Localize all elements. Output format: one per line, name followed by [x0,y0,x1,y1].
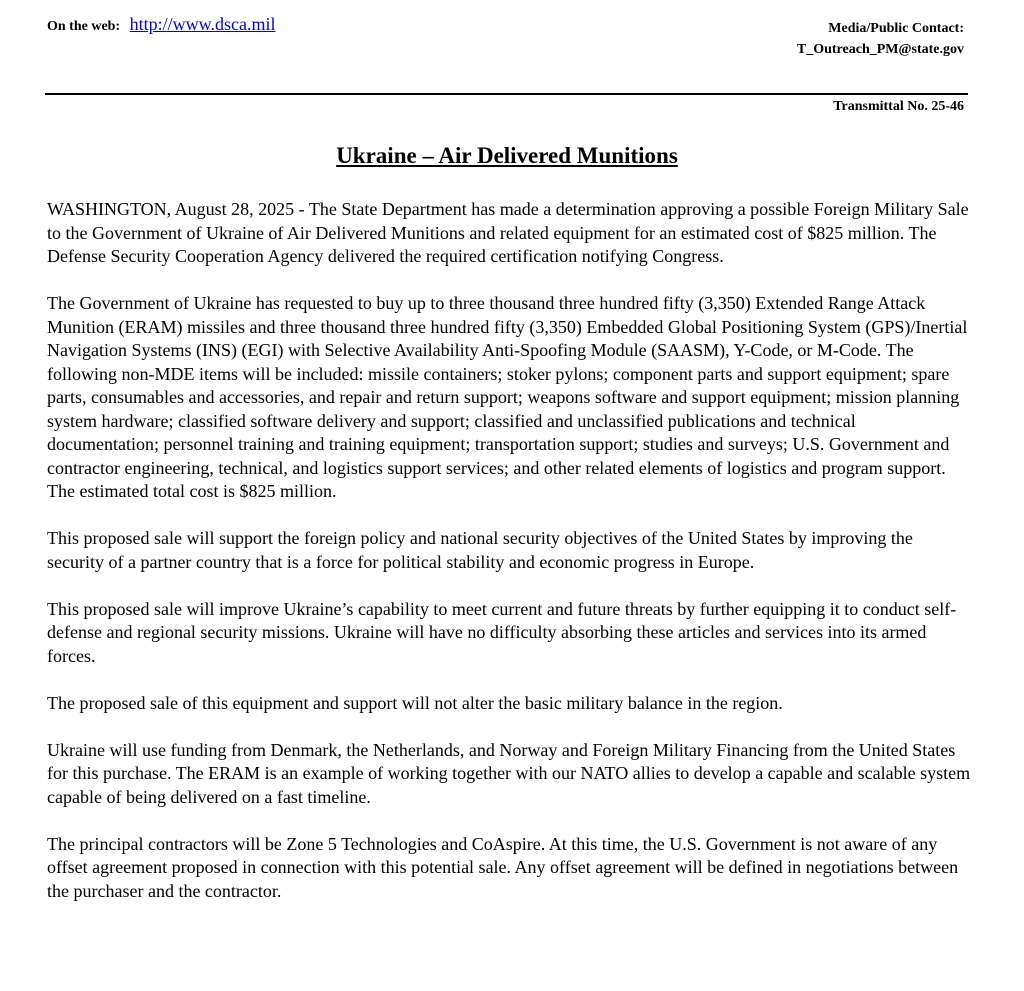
media-contact [797,18,964,60]
web-label: On the web: [47,19,121,34]
paragraph-foreign-policy: This proposed sale will support the foreign policy and national security objectives of the United States by improving the security of a partner country that is a force for political stability and economic progress in Europe. [47,528,913,572]
transmittal-number: Transmittal No. 25-46 [833,99,964,114]
website-line [47,14,275,35]
paragraph-request-details: The Government of Ukraine has requested to buy up to three thousand three hundred fifty (3,350) Extended Range Attack Munition (ERAM) missiles and three thousand three hundred fifty (3,350) Embedded Global Positioning System (GPS)/Inertial Navigation Systems (INS) (EGI) with Selective Availability Anti-Spoofing Module (SAASM), Y-Code, or M-Code. The following non-MDE items will be included: missile containers; stoker pylons; component parts and support equipment; spare parts, consumables and accessories, and repair and return support; weapons software and support equipment; mission planning system hardware; classified software delivery and support; classified and unclassified publications and technical documentation; personnel training and training equipment; transportation support; studies and surveys; U.S. Government and contractor engineering, technical, and logistics support services; and other related elements of logistics and program support. The estimated total cost is $825 million. [47,293,968,501]
document-body [47,198,972,927]
paragraph-funding: Ukraine will use funding from Denmark, the Netherlands, and Norway and Foreign Military Financing from the United States for this purchase. The ERAM is an example of working together with our NATO allies to develop a capable and scalable system capable of being delivered on a fast timeline. [47,739,971,807]
dsca-website-link[interactable]: http://www.dsca.mil [129,14,276,34]
contact-email: T_Outreach_PM@state.gov [796,42,964,57]
paragraph-announcement: WASHINGTON, August 28, 2025 - The State Department has made a determination approving a possible Foreign Military Sale to the Government of Ukraine of Air Delivered Munitions and related equipment for an estimated cost of $825 million. The Defense Security Cooperation Agency delivered the required certification notifying Congress. [47,199,969,266]
contact-label: Media/Public Contact: [828,21,964,36]
header-divider [45,93,968,95]
paragraph-capability: This proposed sale will improve Ukraine’s capability to meet current and future threats by further equipping it to conduct self-defense and regional security missions. Ukraine will have no difficulty absorbing these articles and services into its armed forces. [47,598,957,666]
paragraph-contractors: The principal contractors will be Zone 5 Technologies and CoAspire. At this time, the U.S. Government is not aware of any offset agreement proposed in connection with this potential sale. Any offset agreement will be defined in negotiations between the purchaser and the contractor. [47,833,959,901]
document-title: Ukraine – Air Delivered Munitions [336,143,678,168]
paragraph-military-balance: The proposed sale of this equipment and support will not alter the basic military balance in the region. [47,692,783,713]
